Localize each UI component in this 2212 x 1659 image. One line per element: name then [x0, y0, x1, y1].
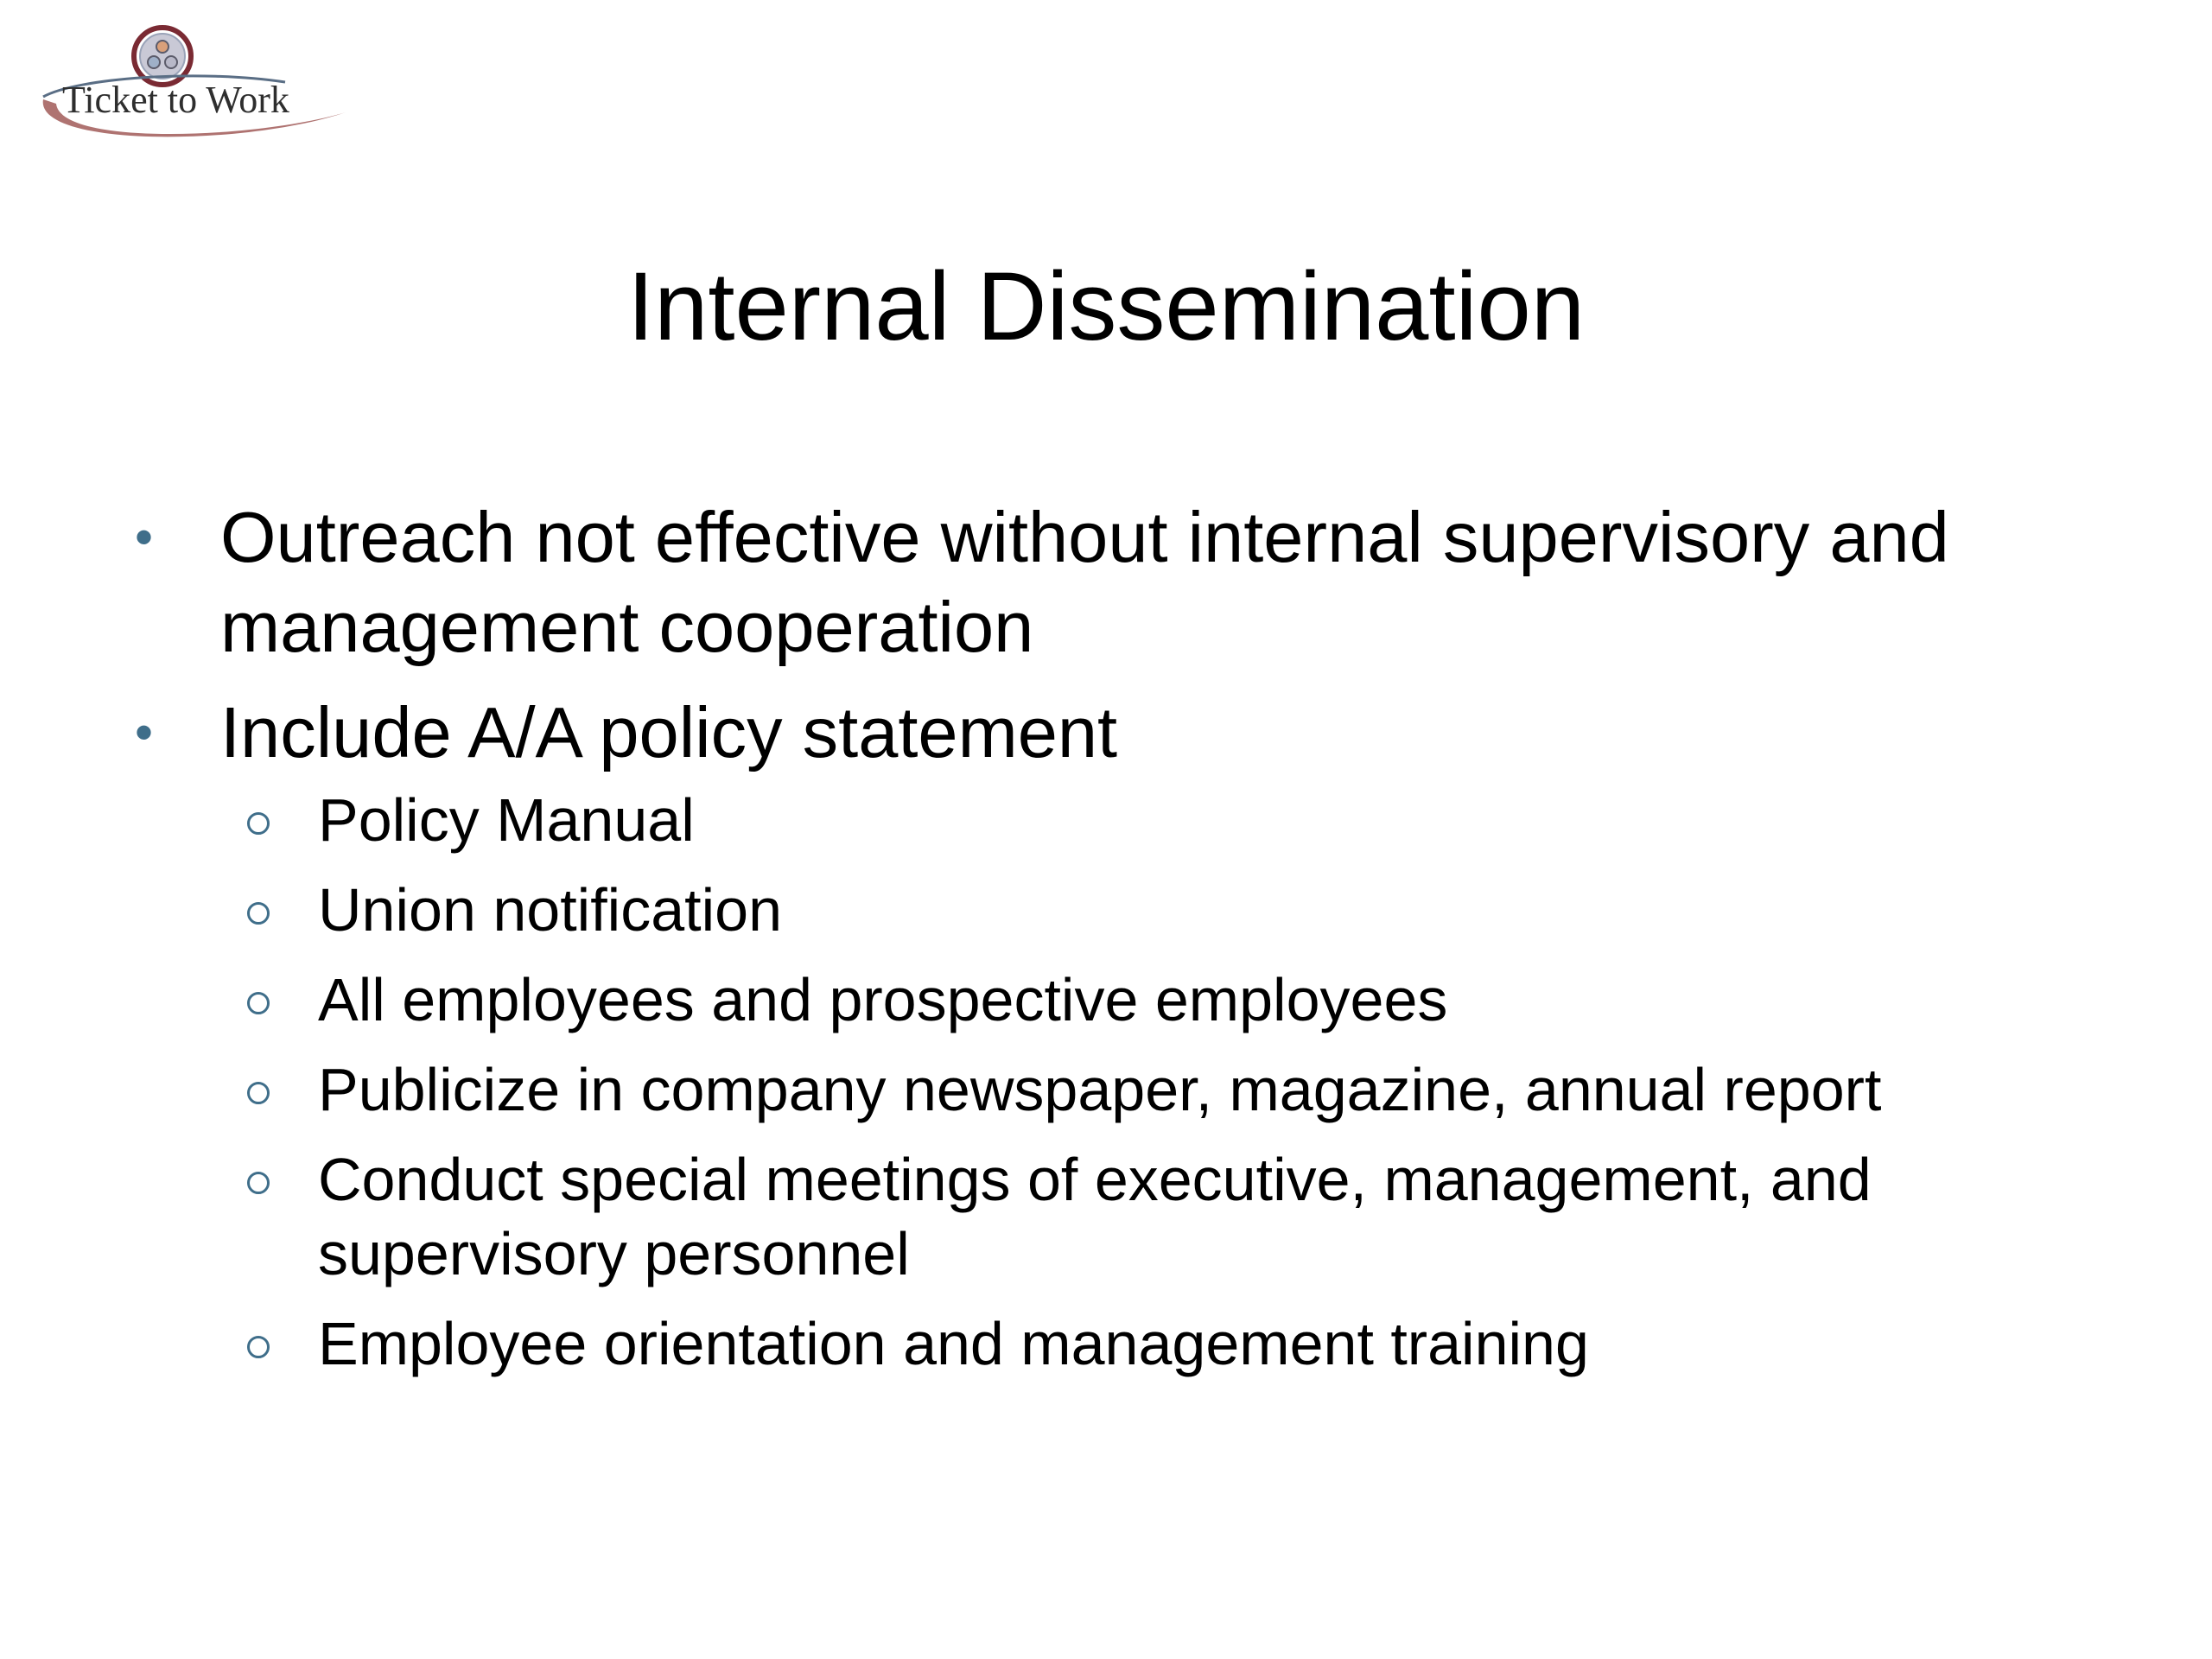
bullet-text: Include A/A policy statement [220, 692, 1118, 772]
sub-bullet-text: Employee orientation and management training [318, 1310, 1589, 1377]
hollow-circle-bullet-icon [247, 902, 270, 925]
sub-bullet-text: All employees and prospective employees [318, 966, 1448, 1033]
slide-title: Internal Dissemination [626, 252, 1586, 360]
sub-bullet-item [130, 1142, 2074, 1291]
hollow-circle-bullet-icon [247, 812, 270, 835]
bullet-item [130, 688, 2074, 1381]
sub-bullet-text: Policy Manual [318, 786, 695, 854]
sub-bullet-text: Conduct special meetings of executive, management, and supervisory personnel [318, 1146, 1872, 1287]
bullet-dot-icon: • [135, 508, 154, 566]
sub-bullet-item [130, 783, 2074, 857]
sub-bullet-item [130, 873, 2074, 947]
sub-bullet-item [130, 1052, 2074, 1127]
bullet-list [130, 493, 2074, 1396]
sub-bullet-list [130, 783, 2074, 1381]
sub-bullet-item [130, 963, 2074, 1037]
hollow-circle-bullet-icon [247, 1172, 270, 1194]
hollow-circle-bullet-icon [247, 992, 270, 1014]
sub-bullet-item [130, 1306, 2074, 1381]
hollow-circle-bullet-icon [247, 1336, 270, 1358]
ticket-to-work-logo-icon [26, 17, 354, 147]
ticket-to-work-logo [26, 17, 354, 147]
sub-bullet-text: Union notification [318, 876, 782, 944]
logo-text: Ticket to Work [62, 79, 289, 121]
sub-bullet-text: Publicize in company newspaper, magazine, annual report [318, 1056, 1882, 1123]
bullet-dot-icon: • [135, 703, 154, 761]
bullet-item [130, 493, 2074, 672]
hollow-circle-bullet-icon [247, 1082, 270, 1104]
bullet-text: Outreach not effective without internal supervisory and management cooperation [220, 497, 1949, 667]
